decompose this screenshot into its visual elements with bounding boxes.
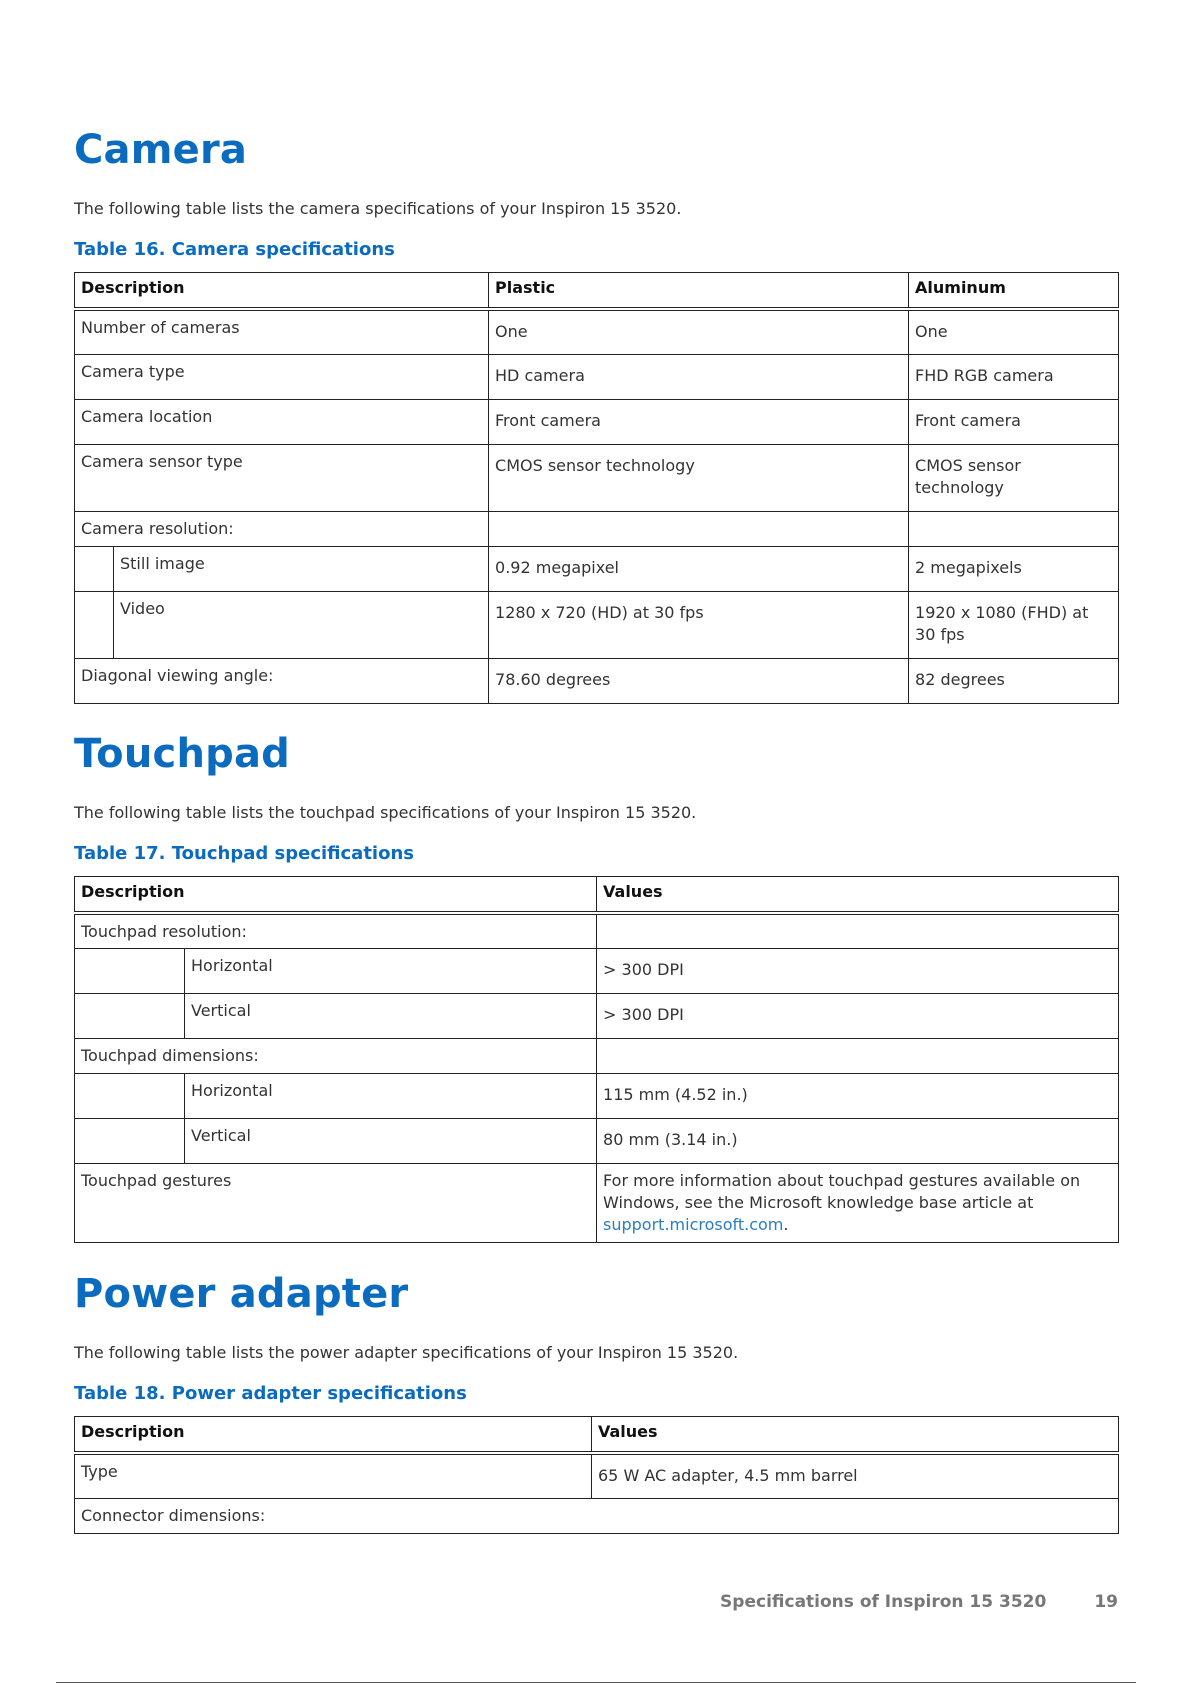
column-header: Values [592,1417,1119,1454]
row-label: Vertical [185,1118,597,1163]
row-label: Connector dimensions: [75,1498,1119,1533]
cell: 78.60 degrees [489,658,909,703]
table-row [75,309,1119,354]
camera-intro: The following table lists the camera specifications of your Inspiron 15 3520. [74,199,682,218]
touchpad-heading: Touchpad [74,731,290,777]
table-row [75,1498,1119,1533]
table-row [75,1073,1119,1118]
bottom-rule [56,1682,1136,1683]
row-label: Video [114,591,489,658]
cell: 1920 x 1080 (FHD) at 30 fps [909,591,1119,658]
table-row [75,948,1119,993]
table-row [75,546,1119,591]
table-row [75,913,1119,948]
cell: Front camera [489,399,909,444]
table-row [75,354,1119,399]
cell: 80 mm (3.14 in.) [597,1118,1119,1163]
table-row [75,658,1119,703]
cell: 2 megapixels [909,546,1119,591]
touchpad-intro: The following table lists the touchpad specifications of your Inspiron 15 3520. [74,803,697,822]
table-row [75,511,1119,546]
row-label: Diagonal viewing angle: [75,658,489,703]
column-header: Description [75,273,489,310]
column-header: Description [75,1417,592,1454]
touchpad-table [74,876,1119,1243]
indent-cell [75,993,185,1038]
cell: 65 W AC adapter, 4.5 mm barrel [592,1453,1119,1498]
cell: FHD RGB camera [909,354,1119,399]
row-label: Camera type [75,354,489,399]
power-intro: The following table lists the power adapter specifications of your Inspiron 15 3520. [74,1343,739,1362]
table-row [75,444,1119,511]
page-number: 19 [1094,1592,1118,1612]
cell: Front camera [909,399,1119,444]
indent-cell [75,546,114,591]
row-label: Camera location [75,399,489,444]
table-row [75,1453,1119,1498]
cell: One [909,309,1119,354]
column-header: Aluminum [909,273,1119,310]
footer-title: Specifications of Inspiron 15 3520 [720,1592,1047,1612]
cell [597,1038,1119,1073]
row-label: Type [75,1453,592,1498]
indent-cell [75,591,114,658]
cell [489,511,909,546]
cell [597,1163,1119,1242]
gestures-text: For more information about touchpad gestures available on Windows, see the Microsoft knowledge base article at [603,1170,1081,1212]
column-header: Values [597,877,1119,914]
page-footer [720,1592,1118,1612]
row-label: Camera sensor type [75,444,489,511]
table-row [75,1038,1119,1073]
row-label: Camera resolution: [75,511,489,546]
cell: > 300 DPI [597,993,1119,1038]
indent-cell [75,1073,185,1118]
column-header: Description [75,877,597,914]
row-label: Horizontal [185,1073,597,1118]
row-label: Number of cameras [75,309,489,354]
cell: HD camera [489,354,909,399]
indent-cell [75,948,185,993]
camera-table [74,272,1119,704]
cell: 1280 x 720 (HD) at 30 fps [489,591,909,658]
cell: 82 degrees [909,658,1119,703]
table-row [75,591,1119,658]
column-header: Plastic [489,273,909,310]
cell: > 300 DPI [597,948,1119,993]
cell [597,913,1119,948]
table-header-row [75,877,1119,914]
table-row [75,399,1119,444]
power-table-caption: Table 18. Power adapter specifications [74,1383,467,1404]
row-label: Touchpad gestures [75,1163,597,1242]
gestures-period: . [783,1214,789,1234]
table-header-row [75,273,1119,310]
touchpad-table-caption: Table 17. Touchpad specifications [74,843,414,864]
cell: CMOS sensor technology [909,444,1119,511]
row-label: Touchpad dimensions: [75,1038,597,1073]
table-row [75,1118,1119,1163]
power-heading: Power adapter [74,1271,409,1317]
table-row [75,993,1119,1038]
cell: One [489,309,909,354]
cell: 0.92 megapixel [489,546,909,591]
cell: CMOS sensor technology [489,444,909,511]
row-label: Touchpad resolution: [75,913,597,948]
cell [909,511,1119,546]
row-label: Horizontal [185,948,597,993]
camera-table-caption: Table 16. Camera specifications [74,239,395,260]
support-link[interactable]: support.microsoft.com [603,1214,784,1234]
table-row [75,1163,1119,1242]
row-label: Still image [114,546,489,591]
table-header-row [75,1417,1119,1454]
camera-heading: Camera [74,127,248,173]
indent-cell [75,1118,185,1163]
power-table [74,1416,1119,1534]
cell: 115 mm (4.52 in.) [597,1073,1119,1118]
row-label: Vertical [185,993,597,1038]
